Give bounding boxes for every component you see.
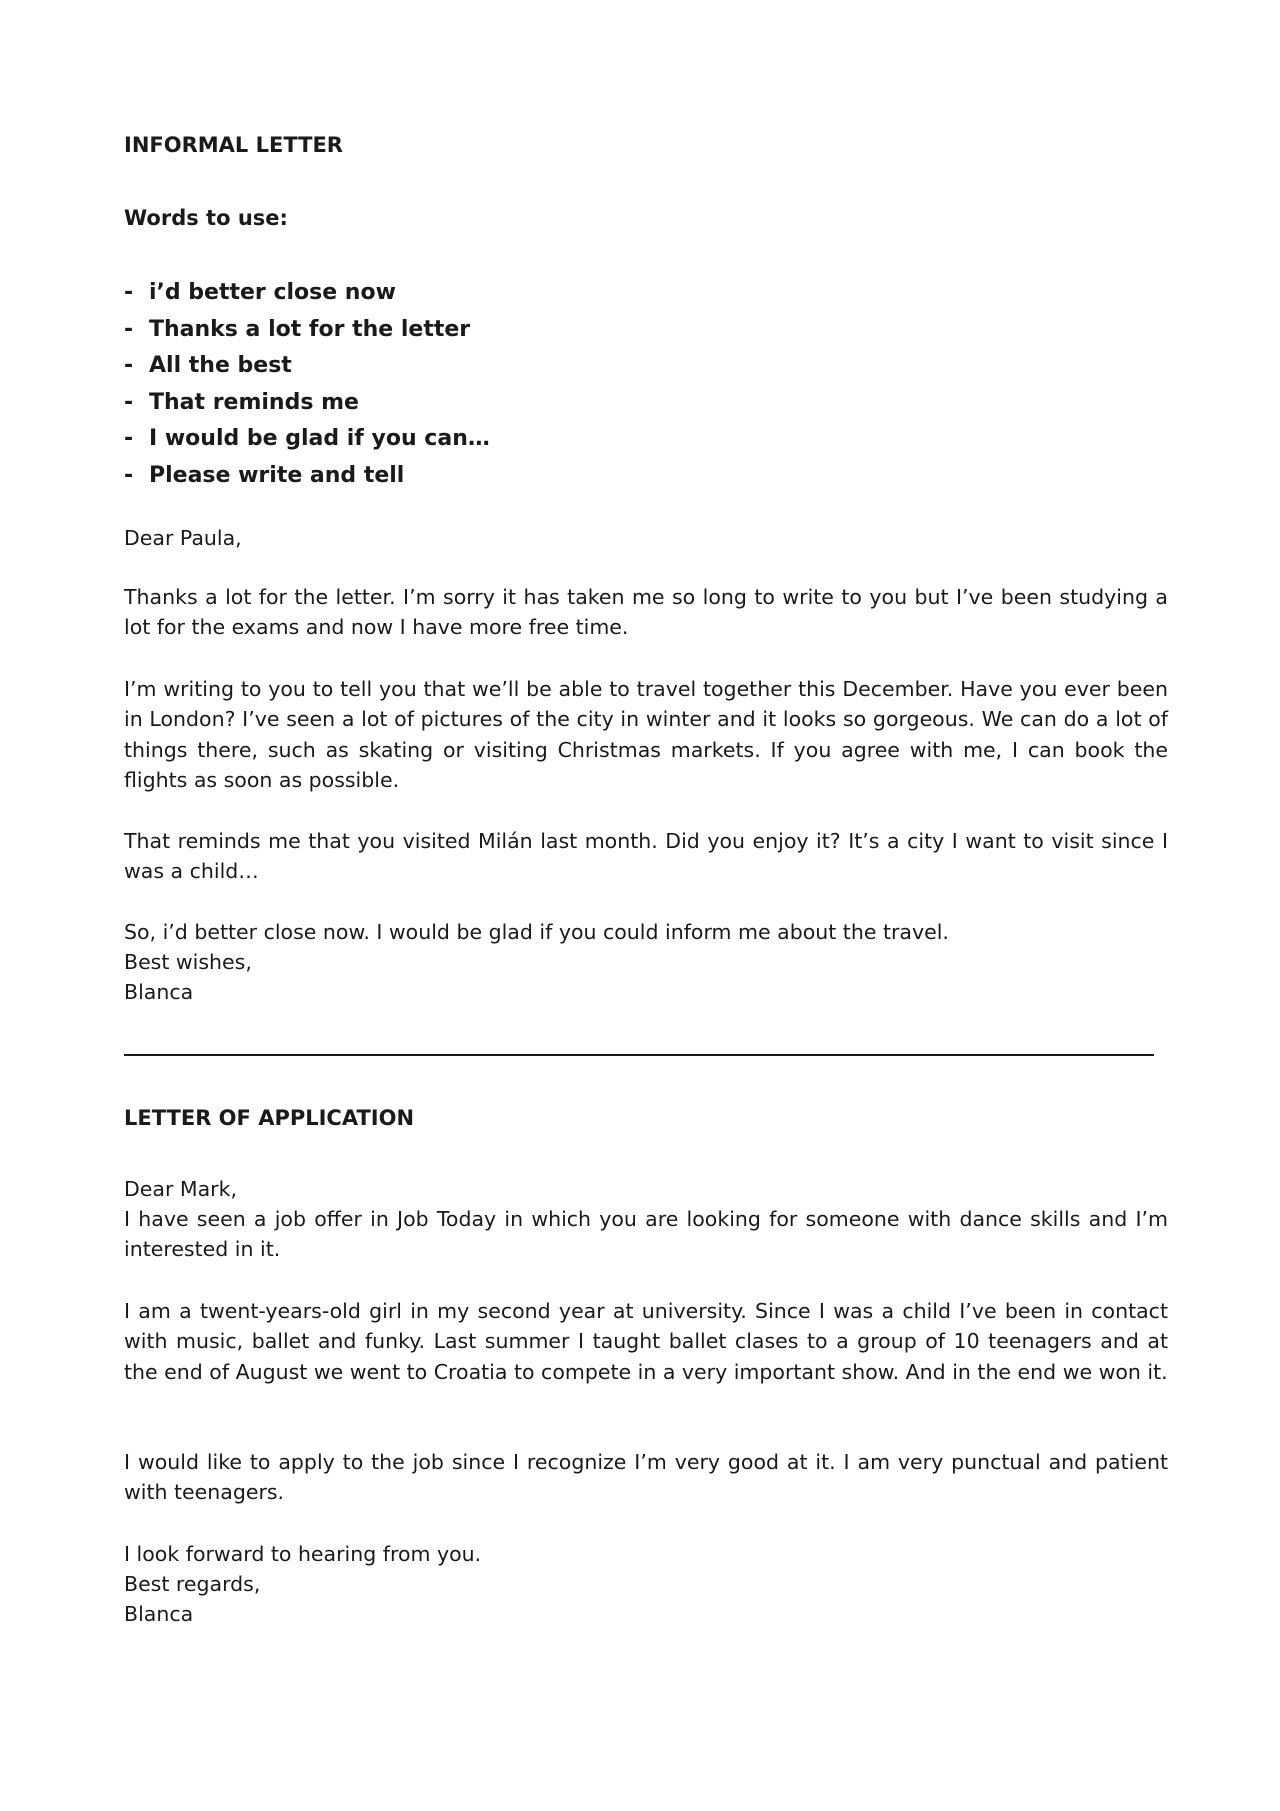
dash-bullet-icon: ‐	[124, 280, 134, 305]
application-signoff: Best regards,	[124, 1572, 261, 1596]
dash-bullet-icon: ‐	[124, 389, 134, 415]
informal-paragraph: Thanks a lot for the letter. I’m sorry it has taken me so long to write to you but I’ve been studying a lot for the exams and now I have more free time.	[124, 585, 1168, 640]
list-item: ‐ That reminds me	[124, 385, 490, 422]
dash-bullet-icon: ‐	[124, 462, 134, 488]
informal-letter-title: INFORMAL LETTER	[124, 133, 343, 157]
list-item: ‐ All the best	[124, 348, 490, 385]
informal-signoff: Best wishes,	[124, 950, 252, 974]
words-to-use-list	[124, 275, 490, 495]
list-item: ‐ Please write and tell	[124, 458, 490, 495]
application-closing-line: I look forward to hearing from you.	[124, 1542, 482, 1566]
application-paragraph: I have seen a job offer in Job Today in which you are looking for someone with dance skills and I’m interested in it.	[124, 1207, 1168, 1262]
application-paragraph: I am a twent-years-old girl in my second year at university. Since I was a child I’ve been in contact with music, ballet and funky. Last summer I taught ballet clases to a group of 10 teenagers and at the end of August we went to Croatia to compete in a very important show. And in the end we won it.	[124, 1299, 1168, 1384]
dash-bullet-icon: ‐	[124, 426, 134, 452]
informal-paragraph: I’m writing to you to tell you that we’ll be able to travel together this December. Have you ever been in London? I’ve seen a lot of pictures of the city in winter and it looks so gorgeous. We can do a lot of things there, such as skating or visiting Christmas markets. If you agree with me, I can book the flights as soon as possible.	[124, 677, 1168, 792]
informal-closing-line: So, i’d better close now. I would be glad if you could inform me about the travel.	[124, 920, 949, 944]
application-paragraph: I would like to apply to the job since I recognize I’m very good at it. I am very punctual and patient with teenagers.	[124, 1450, 1168, 1505]
informal-signature: Blanca	[124, 980, 194, 1004]
list-item: ‐ I would be glad if you can…	[124, 421, 490, 458]
informal-greeting: Dear Paula,	[124, 526, 242, 550]
application-signature: Blanca	[124, 1602, 194, 1626]
list-item: ‐ i’d better close now	[124, 275, 490, 312]
list-item: ‐ Thanks a lot for the letter	[124, 312, 490, 349]
section-divider	[124, 1054, 1154, 1056]
dash-bullet-icon: ‐	[124, 353, 134, 379]
dash-bullet-icon: ‐	[124, 316, 134, 342]
words-to-use-heading: Words to use:	[124, 206, 288, 230]
informal-paragraph: That reminds me that you visited Milán last month. Did you enjoy it? It’s a city I want to visit since I was a child…	[124, 829, 1168, 884]
application-letter-title: LETTER OF APPLICATION	[124, 1106, 415, 1130]
application-greeting: Dear Mark,	[124, 1177, 237, 1201]
